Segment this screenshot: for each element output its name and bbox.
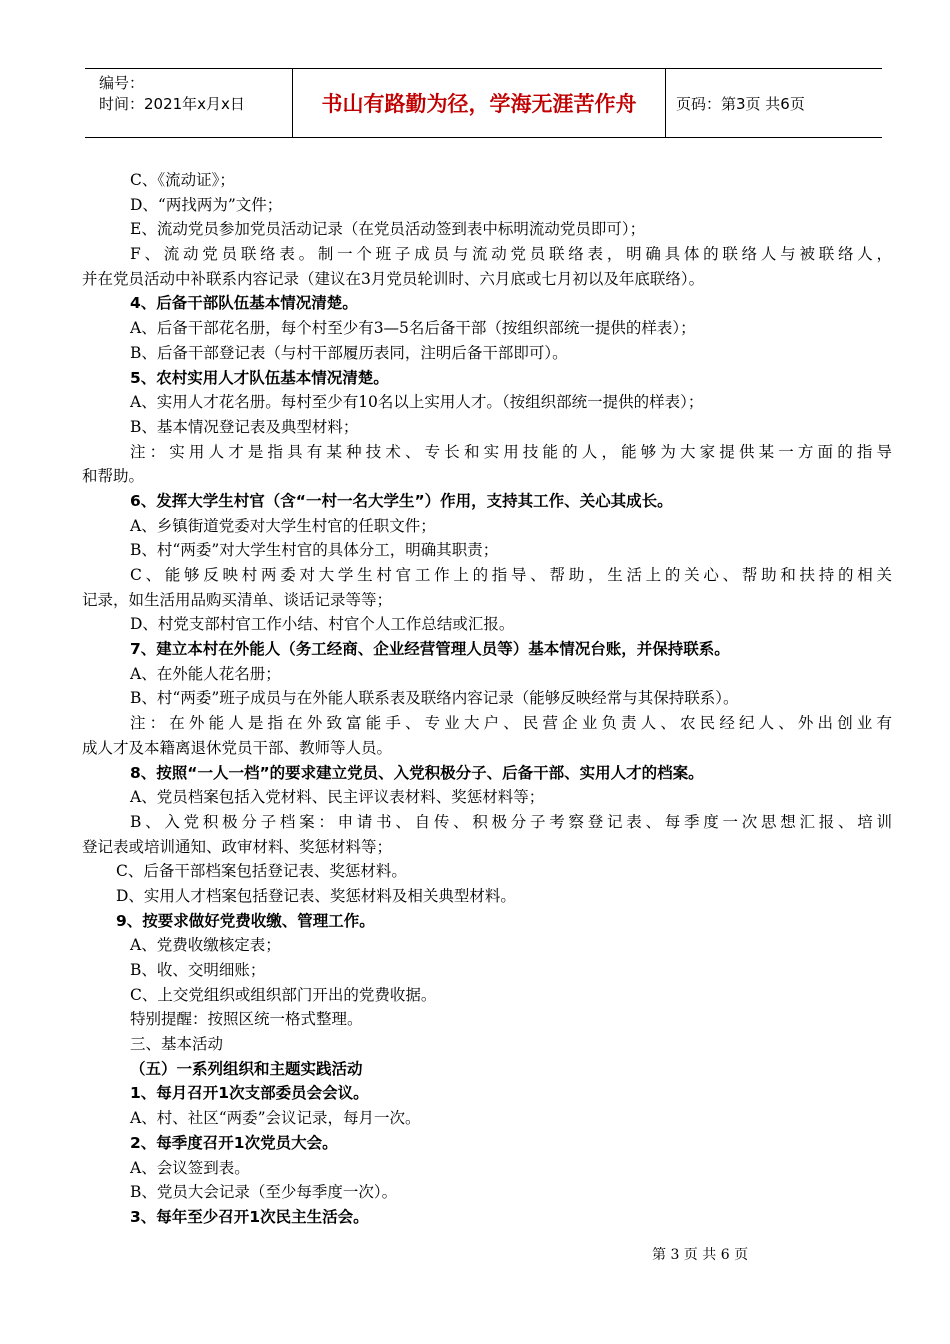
page-footer: 第 3 页 共 6 页 [652,1247,749,1263]
text-line: 9、按要求做好党费收缴、管理工作。 [116,911,375,930]
text-line: B、村“两委”班子成员与在外能人联系表及联络内容记录（能够反映经常与其保持联系）。 [130,689,739,708]
text-line: C、上交党组织或组织部门开出的党费收据。 [130,985,437,1004]
text-line: C、能够反映村两委对大学生村官工作上的指导、帮助，生活上的关心、帮助和扶持的相关 [130,566,892,584]
time-label: 时间：2021年x月x日 [99,95,245,113]
text-line: 7、建立本村在外能人（务工经商、企业经营管理人员等）基本情况台账，并保持联系。 [130,640,730,659]
text-line: 1、每月召开1次支部委员会会议。 [130,1084,369,1103]
text-line: 登记表或培训通知、政审材料、奖惩材料等； [82,837,393,856]
text-line: 成人才及本籍离退休党员干部、教师等人员。 [82,738,393,757]
document-body [82,168,892,1230]
text-line: （五）一系列组织和主题实践活动 [130,1059,363,1078]
text-line: E、流动党员参加党员活动记录（在党员活动签到表中标明流动党员即可）； [130,220,646,239]
text-line: 4、后备干部队伍基本情况清楚。 [130,294,358,313]
text-line: A、后备干部花名册，每个村至少有3—5名后备干部（按组织部统一提供的样表）； [130,319,696,338]
header-page-number: 页码：第3页 共6页 [676,94,805,113]
text-line: B、后备干部登记表（与村干部履历表同，注明后备干部即可）。 [130,343,568,362]
page-header [85,68,882,138]
text-line: B、村“两委”对大学生村官的具体分工，明确其职责； [130,541,499,560]
text-line: A、党费收缴核定表； [130,936,281,955]
text-line: 特别提醒：按照区统一格式整理。 [130,1010,363,1029]
text-line: 8、按照“一人一档”的要求建立党员、入党积极分子、后备干部、实用人才的档案。 [130,763,704,782]
text-line: A、党员档案包括入党材料、民主评议表材料、奖惩材料等； [130,788,545,807]
text-line: F、流动党员联络表。制一个班子成员与流动党员联络表，明确具体的联络人与被联络人， [130,245,892,264]
text-line: B、收、交明细账； [130,961,266,979]
text-line: D、实用人才档案包括登记表、奖惩材料及相关典型材料。 [116,886,516,905]
text-line: 三、基本活动 [130,1035,224,1054]
text-line: A、实用人才花名册。每村至少有10名以上实用人才。（按组织部统一提供的样表）； [130,393,704,412]
text-line: 记录，如生活用品购买清单、谈话记录等等； [82,590,393,609]
text-line: C、后备干部档案包括登记表、奖惩材料。 [116,862,407,881]
text-line: B、基本情况登记表及典型材料； [130,417,359,436]
number-label: 编号： [99,74,145,92]
text-line: A、乡镇街道党委对大学生村官的任职文件； [130,516,436,535]
text-line: A、村、社区“两委”会议记录，每月一次。 [130,1109,421,1128]
text-line: B、入党积极分子档案：申请书、自传、积极分子考察登记表、每季度一次思想汇报、培训 [130,812,892,831]
header-motto: 书山有路勤为径，学海无涯苦作舟 [293,69,666,137]
text-line: B、党员大会记录（至少每季度一次）。 [130,1183,398,1202]
header-left-cell [85,69,293,137]
text-line: 3、每年至少召开1次民主生活会。 [130,1207,369,1226]
text-line: 6、发挥大学生村官（含“一村一名大学生”）作用，支持其工作、关心其成长。 [130,491,673,510]
text-line: C、《流动证》； [130,171,235,189]
text-line: A、在外能人花名册； [130,664,281,683]
text-line: A、会议签到表。 [130,1158,250,1177]
text-line: 注：在外能人是指在外致富能手、专业大户、民营企业负责人、农民经纪人、外出创业有 [130,714,892,733]
text-line: 5、农村实用人才队伍基本情况清楚。 [130,368,389,387]
text-line: 2、每季度召开1次党员大会。 [130,1133,338,1152]
text-line: 注：实用人才是指具有某种技术、专长和实用技能的人，能够为大家提供某一方面的指导 [130,442,892,461]
text-line: 并在党员活动中补联系内容记录（建议在3月党员轮训时、六月底或七月初以及年底联络）。 [82,269,705,288]
text-line: D、“两找两为”文件； [130,195,283,214]
text-line: 和帮助。 [82,467,145,486]
text-line: D、村党支部村官工作小结、村官个人工作总结或汇报。 [130,615,515,634]
